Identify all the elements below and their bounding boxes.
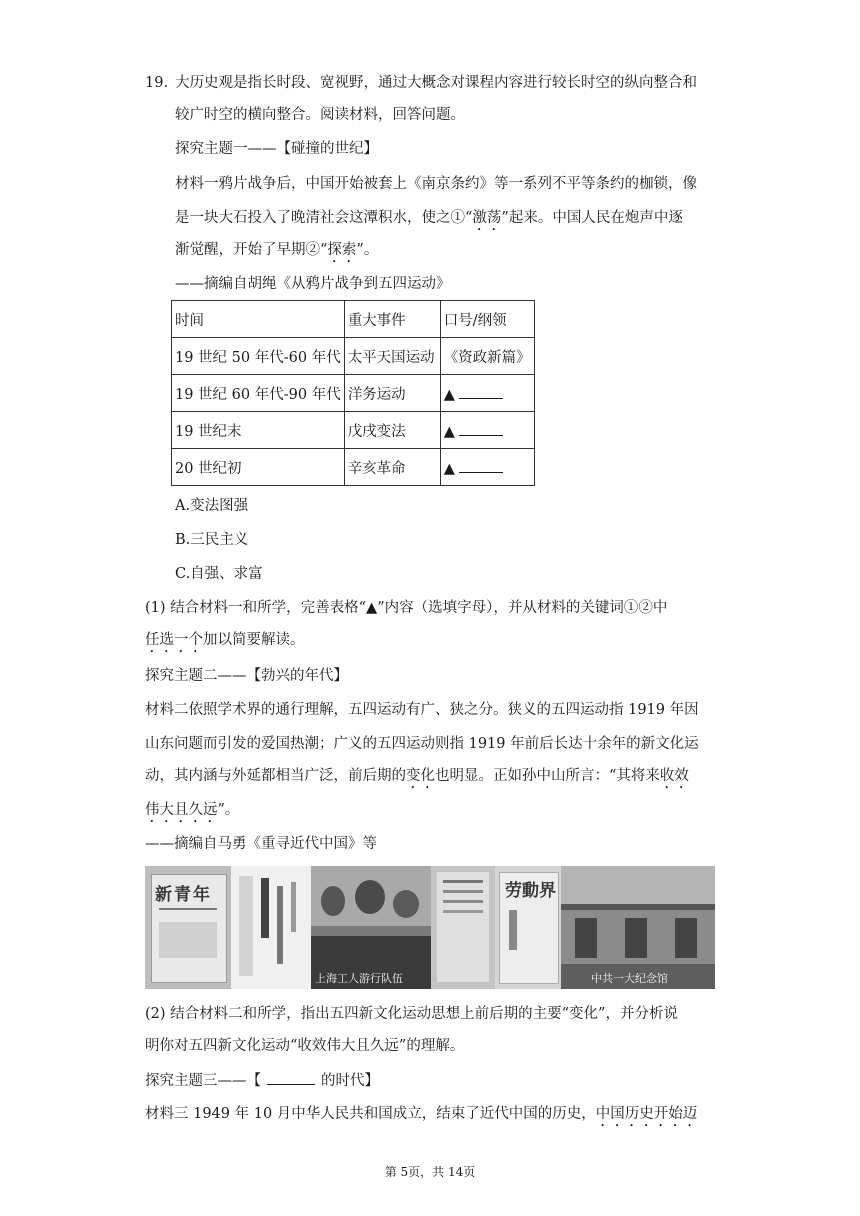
- table-cell: 洋务运动: [344, 375, 440, 412]
- keyword-bianhua: 变化: [406, 768, 435, 784]
- page-footer: 第 5页，共 14页: [384, 1165, 476, 1179]
- material2-line-3: 动，其内涵与外延都相当广泛，前后期的变化也明显。正如孙中山所言：“其将来收效: [145, 768, 689, 784]
- material1-line-3: 渐觉醒，开始了早期②“探索”。: [175, 242, 379, 258]
- material1-line-2: 是一块大石投入了晚清社会这潭积水，使之①“激荡”起来。中国人民在炮声中逐: [175, 210, 683, 226]
- table-cell: 太平天国运动: [344, 338, 440, 375]
- labor-world-cover-image: [495, 866, 561, 989]
- intro-line-1: 大历史观是指长时段、宽视野，通过大概念对课程内容进行较长时空的纵向整合和: [175, 75, 697, 91]
- table-cell-blank: ▲: [440, 412, 534, 449]
- intro-line-2: 较广时空的横向整合。阅读材料，回答问题。: [175, 107, 465, 123]
- theme3-title: 探究主题三——【 的时代】: [145, 1070, 379, 1091]
- historical-photos-strip: [145, 866, 715, 989]
- first-congress-memorial-photo: [561, 866, 715, 989]
- q2-line-2: 明你对五四新文化运动“收效伟大且久远”的理解。: [145, 1038, 465, 1054]
- new-youth-title: 新青年: [155, 885, 212, 905]
- material1-source: ——摘编自胡绳《从鸦片战争到五四运动》: [175, 276, 451, 292]
- memorial-caption: 中共一大纪念馆: [591, 972, 668, 985]
- keyword-renxuanyige: 任选一个: [145, 632, 203, 648]
- material2-source: ——摘编自马勇《重寻近代中国》等: [145, 836, 377, 852]
- table-header-row: [172, 301, 535, 338]
- table-cell-blank: ▲: [440, 449, 534, 486]
- q1-line-1: (1) 结合材料一和所学，完善表格“▲”内容（选填字母），并从材料的关键词①②中: [145, 600, 668, 616]
- table-cell: 19 世纪 50 年代-60 年代: [172, 338, 345, 375]
- q1-line-2: 任选一个加以简要解读。: [145, 632, 305, 648]
- theme1-title: 探究主题一——【碰撞的世纪】: [175, 141, 378, 157]
- table-row: [172, 338, 535, 375]
- theme3-blank[interactable]: [267, 1070, 315, 1085]
- shanghai-workers-parade-photo: [311, 866, 431, 989]
- keyword-jidang: 激荡: [472, 210, 502, 226]
- newspaper-clipping-image: [431, 866, 495, 989]
- keyword-tansuo: 探索: [327, 242, 357, 258]
- material2-line-4: 伟大且久远”。: [145, 802, 240, 818]
- parade-caption: 上海工人游行队伍: [315, 972, 403, 985]
- table-row: [172, 375, 535, 412]
- table-cell: 20 世纪初: [172, 449, 345, 486]
- theme2-title: 探究主题二——【勃兴的年代】: [145, 668, 348, 684]
- labor-world-title: 劳動界: [505, 881, 556, 901]
- table-cell-blank: ▲: [440, 375, 534, 412]
- keyword-zhongguolishi: 中国历史开始迈: [595, 1106, 698, 1122]
- events-table: [171, 300, 535, 486]
- new-youth-cover-image: [145, 866, 231, 989]
- keyword-shouxiao: 收效: [659, 768, 689, 784]
- option-b: B.三民主义: [175, 532, 249, 548]
- table-row: [172, 449, 535, 486]
- table-row: [172, 412, 535, 449]
- q2-line-1: (2) 结合材料二和所学，指出五四新文化运动思想上前后期的主要“变化”，并分析说: [145, 1006, 678, 1022]
- table-header-cell: 重大事件: [344, 301, 440, 338]
- table-cell: 《资政新篇》: [440, 338, 534, 375]
- table-cell: 19 世纪 60 年代-90 年代: [172, 375, 345, 412]
- table-cell: 19 世纪末: [172, 412, 345, 449]
- journal-page-image: [231, 866, 311, 989]
- material2-line-1: 材料二依照学术界的通行理解，五四运动有广、狭之分。狭义的五四运动指 1919 年因: [145, 702, 699, 718]
- table-cell: 戊戌变法: [344, 412, 440, 449]
- keyword-weidaqiejiuyuan: 伟大且久远: [145, 802, 218, 818]
- option-a: A.变法图强: [175, 498, 249, 514]
- table-header-cell: 口号/纲领: [440, 301, 534, 338]
- material1-line-1: 材料一鸦片战争后，中国开始被套上《南京条约》等一系列不平等条约的枷锁，像: [175, 176, 697, 192]
- table-header-cell: 时间: [172, 301, 345, 338]
- material2-line-2: 山东问题而引发的爱国热潮；广义的五四运动则指 1919 年前后长达十余年的新文化运: [145, 736, 699, 752]
- option-c: C.自强、求富: [175, 566, 263, 582]
- question-number: 19.: [145, 75, 169, 91]
- table-cell: 辛亥革命: [344, 449, 440, 486]
- material3-line-1: 材料三 1949 年 10 月中华人民共和国成立，结束了近代中国的历史，中国历史开始迈: [145, 1106, 698, 1122]
